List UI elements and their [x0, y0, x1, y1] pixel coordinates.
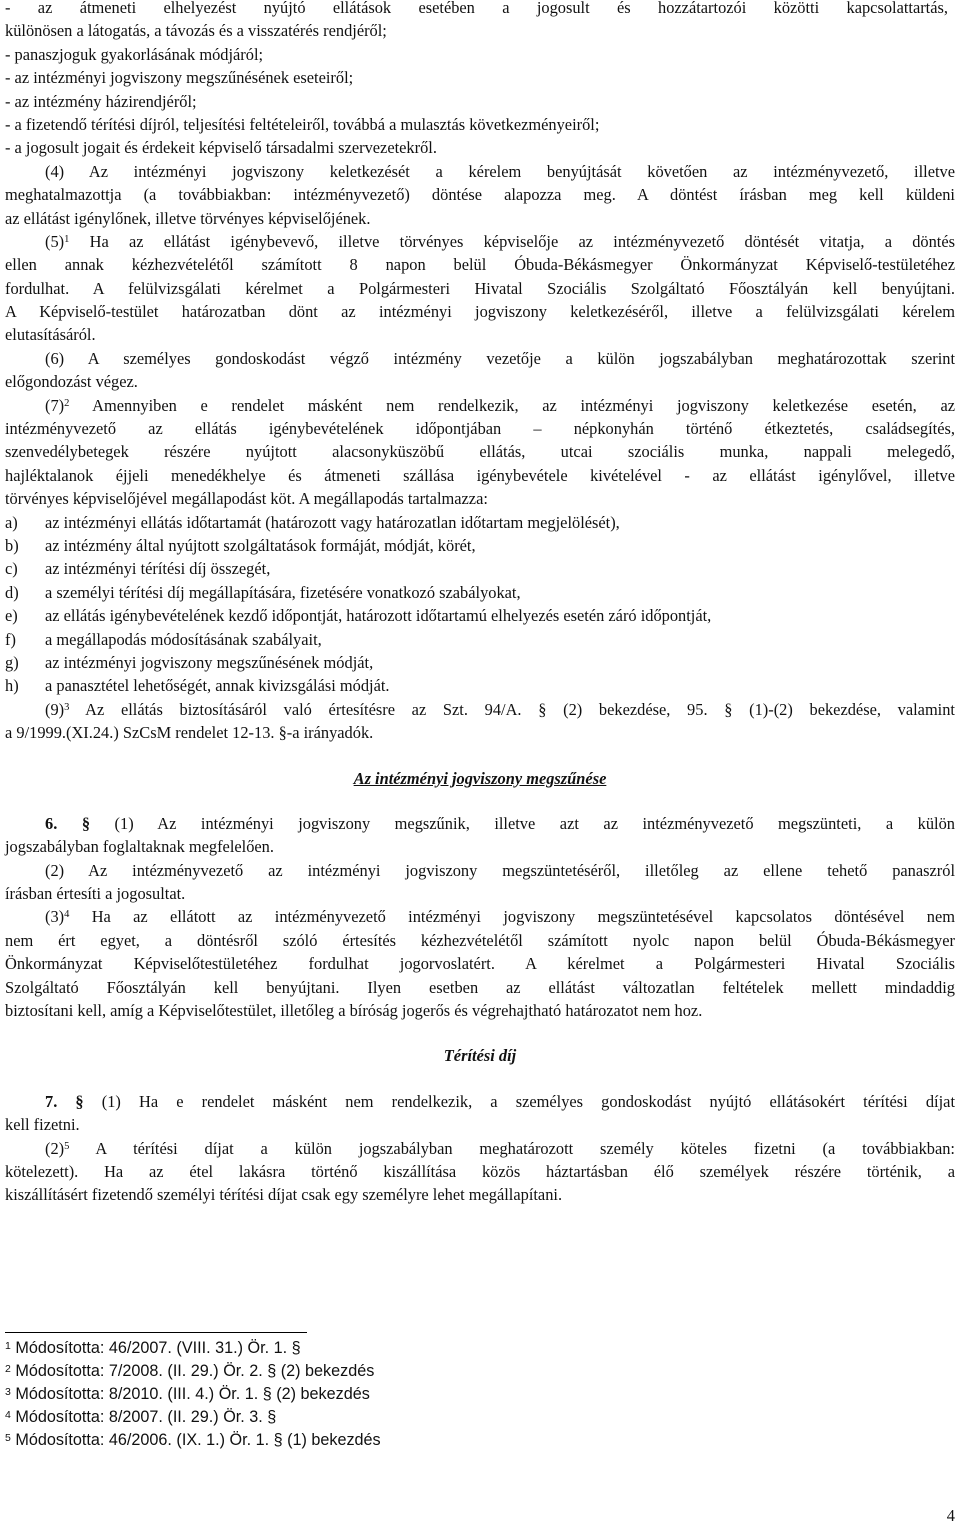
- section-6-line: Önkormányzat Képviselőtestületéhez fordulhat jogorvoslatért. A kérelmet a Polgármesteri Hivatal Szociális: [5, 954, 955, 974]
- list-item-label: a): [5, 512, 18, 532]
- section-6-line: Szolgáltató Főosztályán kell benyújtani. Ilyen esetben az ellátást változatlan feltételek mellett mindaddig: [5, 977, 955, 997]
- list-item: [5, 534, 955, 557]
- section-number: 6. §: [45, 813, 91, 833]
- footnote-text: Módosította: 8/2010. (III. 4.) Ör. 1. § (2) bekezdés: [10, 1385, 370, 1403]
- document-page: [5, 0, 955, 1533]
- paragraph-4-line: meghatalmazottja (a továbbiakban: intézményvezető) döntése alapozza meg. A döntést írásban meg kell küldeni: [5, 185, 955, 205]
- paragraph-5-line: ellen annak kézhezvételétől számított 8 napon belül Óbuda-Békásmegyer Önkormányzat Képviselő-testületéhez: [5, 255, 955, 275]
- paragraph-5-line: elutasításáról.: [5, 325, 96, 345]
- section-7-line: kell fizetni.: [5, 1115, 80, 1135]
- list-item: - az intézményi jogviszony megszűnésének eseteiről;: [5, 68, 354, 88]
- footnote-number: 2: [5, 1363, 11, 1375]
- paragraph-text: Ha az ellátott az intézményvezető intézményi jogviszony megszüntetésével kapcsolatos döntésével nem: [69, 907, 955, 927]
- paragraph-text: Az ellátás biztosításáról való értesítésre az Szt. 94/A. § (2) bekezdése, 95. § (1)-(2) bekezdése, valamint: [69, 699, 955, 719]
- footnote-ref: 5: [64, 1140, 70, 1152]
- footnote-number: 3: [5, 1386, 11, 1398]
- section-text: (1) Ha e rendelet másként nem rendelkezik, a személyes gondoskodást nyújtó ellátásokért térítési díjat: [83, 1091, 955, 1111]
- paragraph-number: (7): [45, 395, 65, 415]
- section-7-line: [5, 1137, 955, 1160]
- list-item: - a jogosult jogait és érdekeit képviselő társadalmi szervezetekről.: [5, 138, 437, 158]
- paragraph-text: Amennyiben e rendelet másként nem rendelkezik, az intézményi jogviszony keletkezése esetén, az: [69, 395, 955, 415]
- paragraph-7-line: szenvedélybetegek részére nyújtott alacsonyküszöbű ellátás, utcai szociális munka, nappali melegedő,: [5, 442, 955, 462]
- section-heading: Térítési díj: [443, 1046, 517, 1066]
- paragraph-4-line: az ellátást igénylőnek, illetve törvényes képviselőjének.: [5, 208, 371, 228]
- list-item-text: az intézményi jogviszony megszűnésének módját,: [45, 652, 374, 672]
- list-item-text: a panasztétel lehetőségét, annak kivizsgálási módját.: [45, 676, 390, 696]
- section-6-line: [5, 905, 955, 928]
- paragraph-7-line: [5, 394, 955, 417]
- list-item: [5, 557, 955, 580]
- section-7-line: kötelezett). Ha az étel lakásra történő kiszállítása közös háztartásban élő személyek részére történik, a: [5, 1161, 955, 1181]
- footnote-ref: 3: [64, 701, 70, 713]
- list-item-label: g): [5, 652, 19, 672]
- paragraph-7-line: törvényes képviselőjével megállapodást köt. A megállapodás tartalmazza:: [5, 489, 488, 509]
- footnote: [5, 1383, 381, 1406]
- footnotes: [5, 1337, 381, 1452]
- paragraph-7-line: hajléktalanok éjjeli menedékhelye és átmeneti szállása igénybevétele kivételével - az ellátást igénylővel, illetve: [5, 465, 955, 485]
- paragraph-number: (2): [45, 1138, 65, 1158]
- footnote: [5, 1360, 381, 1383]
- paragraph-6-line: (6) A személyes gondoskodást végző intézmény vezetője a külön jogszabályban meghatározottak szerint: [45, 348, 955, 368]
- list-item: [5, 628, 955, 651]
- list-item: [5, 511, 955, 534]
- list-item-label: e): [5, 606, 18, 626]
- footnote-ref: 1: [64, 233, 70, 245]
- agreement-items-list: [5, 511, 955, 698]
- list-item-label: h): [5, 676, 19, 696]
- list-item-text: az intézményi térítési díj összegét,: [45, 559, 271, 579]
- section-6-line: nem ért egyet, a döntésről szóló értesítés kézhezvételétől számított nyolc napon belül Óbuda-Békásmegyer: [5, 930, 955, 950]
- footnote-text: Módosította: 7/2008. (II. 29.) Ör. 2. § (2) bekezdés: [10, 1362, 375, 1380]
- list-item-text: az intézményi ellátás időtartamát (határozott vagy határozatlan időtartam megjelölését),: [45, 512, 620, 532]
- paragraph-text: A térítési díjat a külön jogszabályban meghatározott személy köteles fizetni (a továbbiakban:: [69, 1138, 955, 1158]
- section-6-line: jogszabályban foglaltaknak megfelelően.: [5, 837, 274, 857]
- paragraph-number: (9): [45, 699, 65, 719]
- list-item-label: d): [5, 582, 19, 602]
- page-number: 4: [946, 1506, 955, 1525]
- section-number: 7. §: [45, 1091, 84, 1111]
- section-7-line: [5, 1090, 955, 1113]
- paragraph-5-line: A Képviselő-testület határozatban dönt az intézményi jogviszony keletkezéséről, illetve a felülvizsgálati kérelem: [5, 302, 955, 322]
- footnote-separator: [5, 1332, 307, 1333]
- footnote-text: Módosította: 46/2007. (VIII. 31.) Ör. 1. §: [10, 1339, 301, 1357]
- paragraph-7-line: intézményvezető az ellátás igénybevételének időpontjában – népkonyhán történő étkeztetés, családsegítés,: [5, 419, 955, 439]
- footnote: [5, 1406, 381, 1429]
- footnote-text: Módosította: 8/2007. (II. 29.) Ör. 3. §: [10, 1408, 277, 1426]
- paragraph-5-line: [5, 230, 955, 253]
- footnote-number: 1: [5, 1340, 11, 1352]
- paragraph-9-line: [5, 698, 955, 721]
- list-item: [5, 581, 955, 604]
- list-item: - az intézmény házirendjéről;: [5, 91, 197, 111]
- paragraph-number: (5): [45, 231, 65, 251]
- list-item: - az átmeneti elhelyezést nyújtó ellátások esetében a jogosult és hozzátartozói közötti kapcsolattartás,: [5, 0, 948, 17]
- list-item-text: az ellátás igénybevételének kezdő időpontját, határozott időtartamú elhelyezés esetén záró időpontját,: [45, 606, 712, 626]
- list-item-text: a személyi térítési díj megállapítására, fizetésére vonatkozó szabályokat,: [45, 582, 521, 602]
- section-text: (1) Az intézményi jogviszony megszűnik, illetve azt az intézményvezető megszünteti, a külön: [90, 813, 955, 833]
- list-item: - panaszjoguk gyakorlásának módjáról;: [5, 44, 264, 64]
- body-text: [5, 0, 955, 1207]
- paragraph-9-line: a 9/1999.(XI.24.) SzCsM rendelet 12-13. §-a irányadók.: [5, 723, 374, 743]
- section-7-line: kiszállításért fizetendő személyi térítési díjat csak egy személyre lehet megállapítani.: [5, 1185, 563, 1205]
- footnote-ref: 4: [64, 909, 70, 921]
- list-item-text: a megállapodás módosításának szabályait,: [45, 629, 322, 649]
- footnote-ref: 2: [64, 397, 70, 409]
- section-6-line: (2) Az intézményvezető az intézményi jogviszony megszüntetéséről, illetőleg az ellene tehető panaszról: [45, 860, 955, 880]
- section-6-line: biztosítani kell, amíg a Képviselőtestület, illetőleg a bíróság jogerős és végrehajtható határozatot nem hoz.: [5, 1001, 703, 1021]
- list-item: [5, 604, 955, 627]
- paragraph-text: Ha az ellátást igénybevevő, illetve törvényes képviselője az intézményvezető döntését vitatja, a döntés: [69, 231, 955, 251]
- paragraph-6-line: előgondozást végez.: [5, 372, 138, 392]
- list-item: [5, 651, 955, 674]
- list-item: [5, 674, 955, 697]
- section-6-line: [5, 812, 955, 835]
- list-item-label: c): [5, 559, 18, 579]
- list-item: - a fizetendő térítési díjról, teljesítési feltételeiről, továbbá a mulasztás következményeiről;: [5, 114, 600, 134]
- paragraph-4-line: (4) Az intézményi jogviszony keletkezését a kérelem benyújtását követően az intézményvezető, illetve: [45, 161, 955, 181]
- list-item-label: b): [5, 535, 19, 555]
- section-heading: Az intézményi jogviszony megszűnése: [353, 768, 607, 788]
- footnote-number: 4: [5, 1409, 11, 1421]
- list-item-text: az intézmény által nyújtott szolgáltatások formáját, módját, körét,: [45, 535, 476, 555]
- footnote: [5, 1429, 381, 1452]
- section-6-line: írásban értesíti a jogosultat.: [5, 884, 186, 904]
- list-item-label: f): [5, 629, 16, 649]
- footnote: [5, 1337, 381, 1360]
- footnote-text: Módosította: 46/2006. (IX. 1.) Ör. 1. § (1) bekezdés: [10, 1431, 381, 1449]
- list-item-continuation: különösen a látogatás, a távozás és a visszatérés rendjéről;: [5, 21, 387, 41]
- paragraph-number: (3): [45, 907, 65, 927]
- paragraph-5-line: fordulhat. A felülvizsgálati kérelmet a Polgármesteri Hivatal Szociális Szolgáltató Főosztályán kell benyújtani.: [5, 278, 955, 298]
- footnote-number: 5: [5, 1432, 11, 1444]
